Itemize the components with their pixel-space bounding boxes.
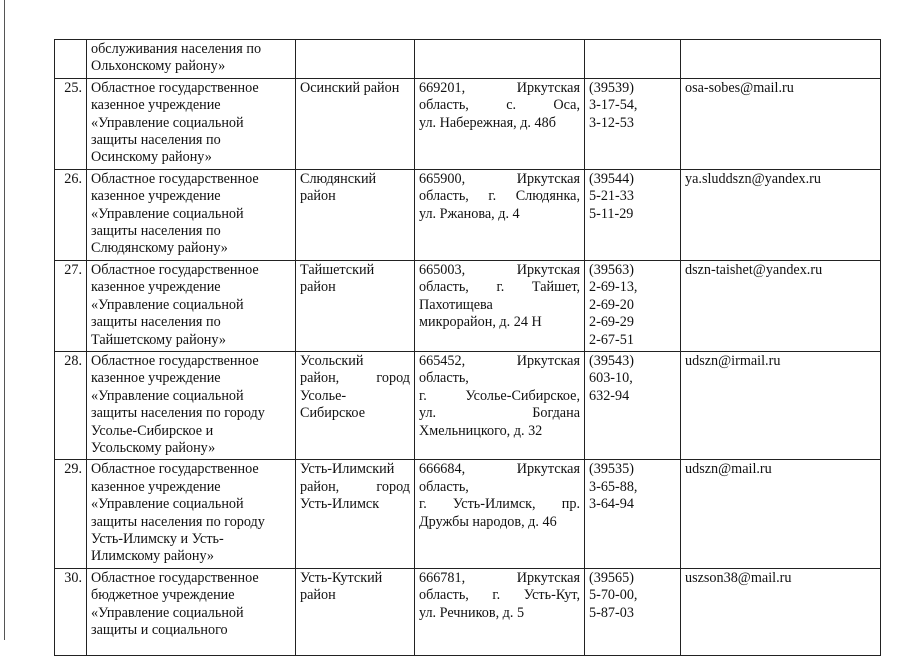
organization-name-cell — [87, 351, 296, 459]
phone-line: 5-21-33 — [589, 188, 634, 205]
org-line: Тайшетскому району» — [91, 331, 226, 348]
org-line: Усольскому району» — [91, 439, 216, 456]
district-line: Усть-Илимск — [300, 496, 380, 513]
organization-name-cell — [87, 568, 296, 655]
phone-line: (39563) — [589, 261, 634, 278]
address-cell — [415, 568, 585, 655]
table-row — [55, 260, 881, 351]
row-number — [55, 351, 87, 459]
email-text: udszn@irmail.ru — [685, 352, 781, 369]
phone-cell — [585, 568, 681, 655]
email-cell — [681, 78, 881, 169]
row-number — [55, 260, 87, 351]
phone-line: 5-87-03 — [589, 604, 634, 621]
phone-line: 3-65-88, — [589, 478, 638, 495]
email-cell — [681, 351, 881, 459]
address-line: 665003, Иркутская — [419, 261, 580, 278]
email-text: dszn-taishet@yandex.ru — [685, 261, 823, 278]
district-line: район, город — [300, 370, 410, 387]
district-line: Усть-Илимский — [300, 461, 395, 478]
org-line: казенное учреждение — [91, 370, 221, 387]
address-line: г. Усолье-Сибирское, — [419, 387, 580, 404]
page-edge-line — [4, 0, 5, 640]
address-line: ул. Набережная, д. 48б — [419, 114, 556, 131]
phone-line: (39539) — [589, 79, 634, 96]
address-line: область, — [419, 478, 469, 495]
phone-line: 3-17-54, — [589, 97, 638, 114]
row-number-text: 29. — [64, 461, 82, 478]
address-cell — [415, 40, 585, 79]
address-line: 669201, Иркутская — [419, 79, 580, 96]
address-cell — [415, 351, 585, 459]
row-number — [55, 169, 87, 260]
phone-line: 603-10, — [589, 370, 633, 387]
address-line: область, г. Слюдянка, — [419, 188, 580, 205]
email-text: udszn@mail.ru — [685, 461, 772, 478]
row-number — [55, 460, 87, 568]
org-line: защиты и социального — [91, 622, 228, 638]
phone-cell — [585, 460, 681, 568]
table-row — [55, 78, 881, 169]
phone-line: (39535) — [589, 461, 634, 478]
email-text: ya.sluddszn@yandex.ru — [685, 170, 821, 187]
district-line: район — [300, 587, 336, 604]
org-line: «Управление социальной — [91, 387, 244, 404]
phone-line: 5-70-00, — [589, 587, 638, 604]
email-cell — [681, 568, 881, 655]
organization-name-cell — [87, 260, 296, 351]
phone-line: 5-11-29 — [589, 205, 634, 222]
address-line: ул. Речников, д. 5 — [419, 604, 525, 621]
table-row — [55, 169, 881, 260]
district-cell — [296, 351, 415, 459]
email-text: osa-sobes@mail.ru — [685, 79, 794, 96]
org-line: «Управление социальной — [91, 496, 244, 513]
address-line: 666684, Иркутская — [419, 461, 580, 478]
org-line: «Управление социальной — [91, 604, 244, 621]
email-cell — [681, 460, 881, 568]
org-line: Областное государственное — [91, 170, 259, 187]
org-line: Областное государственное — [91, 352, 259, 369]
org-line: Усть-Илимску и Усть- — [91, 530, 224, 547]
district-line: Слюдянский — [300, 170, 377, 187]
organization-name-cell — [87, 78, 296, 169]
district-cell — [296, 460, 415, 568]
district-line: Усть-Кутский — [300, 569, 383, 586]
phone-line: (39565) — [589, 569, 634, 586]
address-line: ул. Богдана — [419, 405, 580, 422]
phone-cell — [585, 40, 681, 79]
institutions-table — [54, 39, 881, 656]
address-line: ул. Ржанова, д. 4 — [419, 205, 520, 222]
org-line: Осинскому району» — [91, 149, 212, 166]
org-line: Областное государственное — [91, 261, 259, 278]
organization-name-cell — [87, 169, 296, 260]
address-line: область, г. Усть-Кут, — [419, 587, 580, 604]
org-line: бюджетное учреждение — [91, 587, 235, 604]
org-line: Илимскому району» — [91, 548, 215, 565]
row-number-text: 25. — [64, 79, 82, 96]
district-cell — [296, 260, 415, 351]
district-line: Усолье- — [300, 387, 347, 404]
org-line: казенное учреждение — [91, 97, 221, 114]
organization-name-cell — [87, 40, 296, 79]
address-line: 665900, Иркутская — [419, 170, 580, 187]
district-line: район — [300, 188, 336, 205]
district-line: район, город — [300, 478, 410, 495]
district-cell — [296, 169, 415, 260]
org-line: защиты населения по — [91, 132, 221, 149]
address-line: 665452, Иркутская — [419, 352, 580, 369]
phone-line: (39544) — [589, 170, 634, 187]
phone-line: 3-12-53 — [589, 114, 634, 131]
phone-line: 2-67-51 — [589, 331, 634, 348]
org-line: Областное государственное — [91, 461, 259, 478]
org-line: защиты населения по городу — [91, 513, 265, 530]
row-number-text: 26. — [64, 170, 82, 187]
email-cell — [681, 40, 881, 79]
address-line: г. Усть-Илимск, пр. — [419, 496, 580, 513]
org-line: обслуживания населения по — [91, 41, 262, 57]
phone-cell — [585, 260, 681, 351]
phone-line: (39543) — [589, 352, 634, 369]
phone-cell — [585, 78, 681, 169]
org-line: «Управление социальной — [91, 114, 244, 131]
district-cell — [296, 78, 415, 169]
row-number-text: 28. — [64, 352, 82, 369]
district-line: Осинский район — [300, 79, 400, 96]
address-line: Хмельницкого, д. 32 — [419, 422, 543, 439]
district-line: Сибирское — [300, 405, 365, 422]
org-line: Слюдянскому району» — [91, 240, 228, 257]
org-line: защиты населения по — [91, 223, 221, 240]
address-cell — [415, 78, 585, 169]
email-text: uszson38@mail.ru — [685, 569, 792, 586]
address-cell — [415, 460, 585, 568]
address-line: Дружбы народов, д. 46 — [419, 513, 557, 530]
row-number-text: 30. — [64, 569, 82, 586]
row-number — [55, 40, 87, 79]
table-row — [55, 568, 881, 655]
address-cell — [415, 260, 585, 351]
address-line: 666781, Иркутская — [419, 569, 580, 586]
district-line: Усольский — [300, 352, 364, 369]
org-line: казенное учреждение — [91, 188, 221, 205]
org-line: Областное государственное — [91, 569, 259, 586]
org-line: защиты населения по — [91, 314, 221, 331]
org-line: «Управление социальной — [91, 296, 244, 313]
address-line: область, — [419, 370, 469, 387]
organization-name-cell — [87, 460, 296, 568]
district-line: Тайшетский — [300, 261, 375, 278]
district-cell — [296, 568, 415, 655]
table-row — [55, 460, 881, 568]
phone-cell — [585, 351, 681, 459]
phone-line: 2-69-29 — [589, 314, 634, 331]
table-row — [55, 40, 881, 79]
phone-cell — [585, 169, 681, 260]
email-cell — [681, 260, 881, 351]
table-body — [55, 40, 881, 656]
address-line: микрорайон, д. 24 Н — [419, 314, 542, 331]
email-cell — [681, 169, 881, 260]
address-line: Пахотищева — [419, 296, 493, 313]
phone-line: 2-69-13, — [589, 279, 638, 296]
org-line: «Управление социальной — [91, 205, 244, 222]
district-cell — [296, 40, 415, 79]
table-row — [55, 351, 881, 459]
org-line: Областное государственное — [91, 79, 259, 96]
row-number-text: 27. — [64, 261, 82, 278]
row-number — [55, 78, 87, 169]
address-line: область, г. Тайшет, — [419, 279, 580, 296]
phone-line: 3-64-94 — [589, 496, 634, 513]
district-line: район — [300, 279, 336, 296]
org-line: защиты населения по городу — [91, 405, 265, 422]
org-line: казенное учреждение — [91, 478, 221, 495]
org-line: казенное учреждение — [91, 279, 221, 296]
address-cell — [415, 169, 585, 260]
phone-line: 632-94 — [589, 387, 630, 404]
org-line: Усолье-Сибирское и — [91, 422, 214, 439]
phone-line: 2-69-20 — [589, 296, 634, 313]
address-line: область, с. Оса, — [419, 97, 580, 114]
row-number — [55, 568, 87, 655]
org-line: Ольхонскому району» — [91, 58, 226, 75]
